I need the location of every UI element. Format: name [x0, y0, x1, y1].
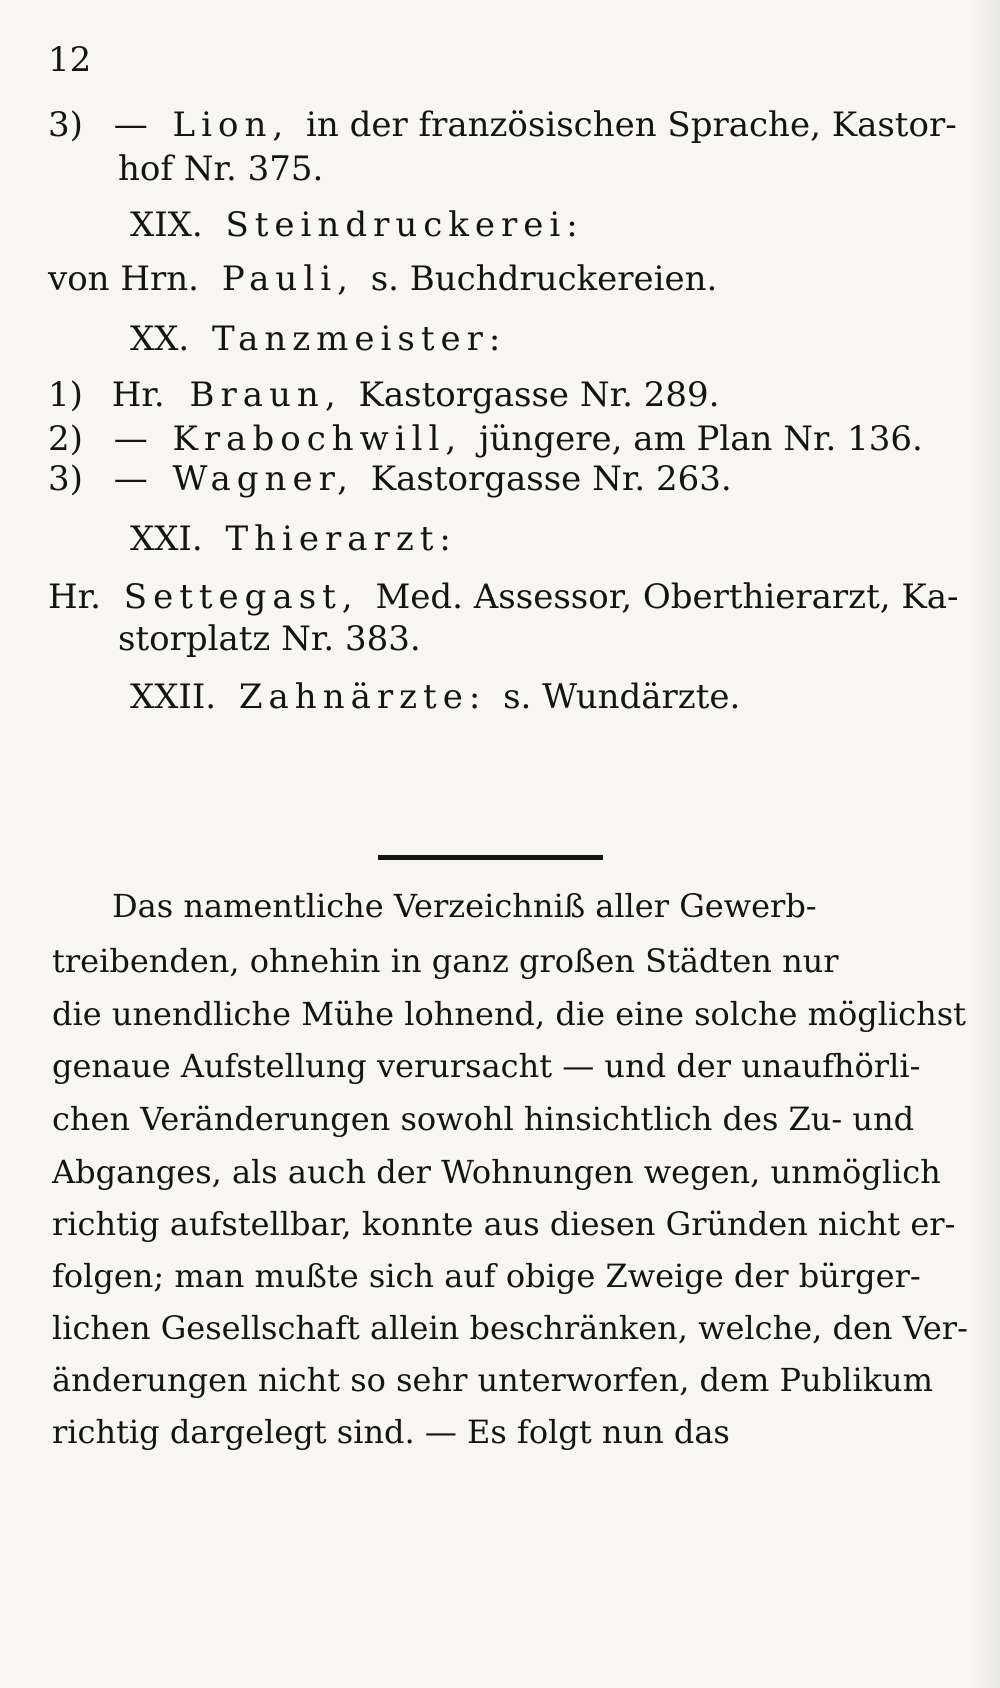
- section-heading-xix: [130, 205, 584, 245]
- entry-settegast-continued: storplatz Nr. 383.: [118, 619, 421, 659]
- paragraph-line: richtig aufstellbar, konnte aus diesen Gründen nicht er-: [52, 1205, 956, 1243]
- entry-krabochwill: [48, 419, 923, 459]
- entry-name: Krabochwill,: [172, 419, 463, 459]
- entry-dash: —: [113, 105, 148, 145]
- paragraph-line: folgen; man mußte sich auf obige Zweige der bürger-: [52, 1257, 921, 1295]
- paragraph-line: chen Veränderungen sowohl hinsichtlich des Zu- und: [52, 1100, 915, 1138]
- entry-dash: —: [113, 459, 148, 499]
- section-heading-xxii: [130, 677, 741, 717]
- entry-name: Settegast,: [123, 577, 359, 617]
- section-heading-xxi: [130, 519, 457, 559]
- section-number: XIX.: [130, 205, 203, 245]
- paragraph-line: lichen Gesellschaft allein beschränken, welche, den Ver-: [52, 1309, 968, 1347]
- section-number: XX.: [130, 319, 190, 359]
- entry-name: Lion,: [172, 105, 290, 145]
- entry-number: 3): [48, 105, 83, 145]
- paragraph-line: genaue Aufstellung verursacht — und der unaufhörli-: [52, 1047, 921, 1085]
- section-title: Zahnärzte:: [238, 677, 487, 717]
- entry-detail: Med. Assessor, Oberthierarzt, Ka-: [375, 577, 959, 617]
- entry-name: Pauli,: [221, 259, 354, 299]
- entry-settegast: [48, 577, 959, 617]
- page-edge-shadow: [972, 0, 1000, 1688]
- entry-lion-continued: hof Nr. 375.: [118, 149, 324, 189]
- paragraph-line: änderungen nicht so sehr unterworfen, dem Publikum: [52, 1361, 933, 1399]
- entry-lion: [48, 105, 957, 145]
- section-title: Thierarzt:: [225, 519, 457, 559]
- entry-name: Wagner,: [172, 459, 354, 499]
- entry-number: 1): [48, 375, 83, 415]
- paragraph-line: richtig dargelegt sind. — Es folgt nun das: [52, 1413, 730, 1451]
- entry-detail: Kastorgasse Nr. 289.: [358, 375, 720, 415]
- paragraph-line: Abganges, als auch der Wohnungen wegen, unmöglich: [52, 1153, 941, 1191]
- section-number: XXII.: [130, 677, 217, 717]
- entry-detail: Kastorgasse Nr. 263.: [370, 459, 732, 499]
- paragraph-line: Das namentliche Verzeichniß aller Gewerb-: [112, 887, 817, 925]
- section-title: Tanzmeister:: [212, 319, 507, 359]
- page-number: 12: [48, 40, 92, 80]
- entry-detail: s. Buchdruckereien.: [370, 259, 718, 299]
- entry-prefix: Hr.: [48, 577, 101, 617]
- entry-number: 3): [48, 459, 83, 499]
- entry-prefix: von Hrn.: [48, 259, 199, 299]
- section-title: Steindruckerei:: [225, 205, 584, 245]
- paragraph-line: die unendliche Mühe lohnend, die eine solche möglichst: [52, 995, 967, 1033]
- entry-wagner: [48, 459, 732, 499]
- entry-pauli: [48, 259, 718, 299]
- section-number: XXI.: [130, 519, 203, 559]
- entry-number: 2): [48, 419, 83, 459]
- entry-dash: —: [113, 419, 148, 459]
- entry-braun: [48, 375, 720, 415]
- entry-prefix: Hr.: [111, 375, 165, 415]
- paragraph-line: treibenden, ohnehin in ganz großen Städten nur: [52, 942, 839, 980]
- entry-detail: in der französischen Sprache, Kastor-: [305, 105, 957, 145]
- entry-detail: jüngere, am Plan Nr. 136.: [478, 419, 923, 459]
- entry-name: Braun,: [189, 375, 342, 415]
- section-reference: s. Wundärzte.: [503, 677, 741, 717]
- section-heading-xx: [130, 319, 507, 359]
- section-divider: [378, 855, 603, 860]
